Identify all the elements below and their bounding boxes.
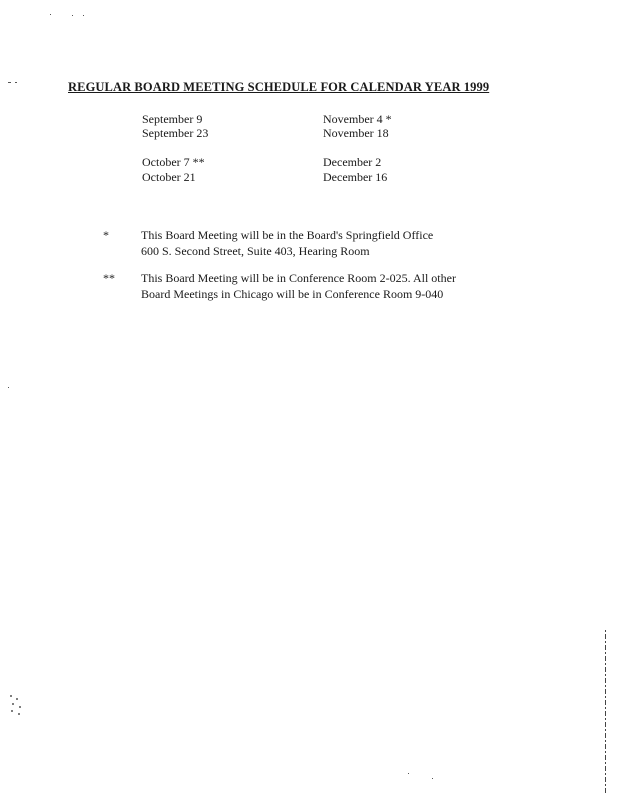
meeting-date: September 9 [142,112,203,126]
footnote-line: This Board Meeting will be in the Board's Springfield Office [141,228,434,242]
scan-speck [72,15,73,16]
footnote-mark: ** [103,271,115,285]
document-title: REGULAR BOARD MEETING SCHEDULE FOR CALENDAR YEAR 1999 [68,80,490,94]
scan-speck [8,387,9,388]
scan-speck [408,773,409,774]
footnote-text [141,227,433,259]
scan-speck [15,82,17,83]
scan-noise [8,692,24,718]
meeting-date: September 23 [142,126,209,140]
footnote-line: Board Meetings in Chicago will be in Conference Room 9-040 [141,287,444,301]
meeting-date: December 2 [323,155,382,169]
scan-speck [8,82,11,83]
footnote-mark: * [103,228,109,242]
meeting-date: November 4 * [323,112,392,126]
scan-edge-line [605,630,606,795]
scan-speck [83,15,84,16]
footnote-line: This Board Meeting will be in Conference Room 2-025. All other [141,271,456,285]
footnote-text [141,270,456,302]
footnote-line: 600 S. Second Street, Suite 403, Hearing Room [141,244,370,258]
meeting-date: October 7 ** [142,155,205,169]
scan-speck [432,778,433,779]
meeting-date: December 16 [323,170,388,184]
meeting-date: October 21 [142,170,196,184]
meeting-date: November 18 [323,126,389,140]
scan-speck [50,14,51,15]
